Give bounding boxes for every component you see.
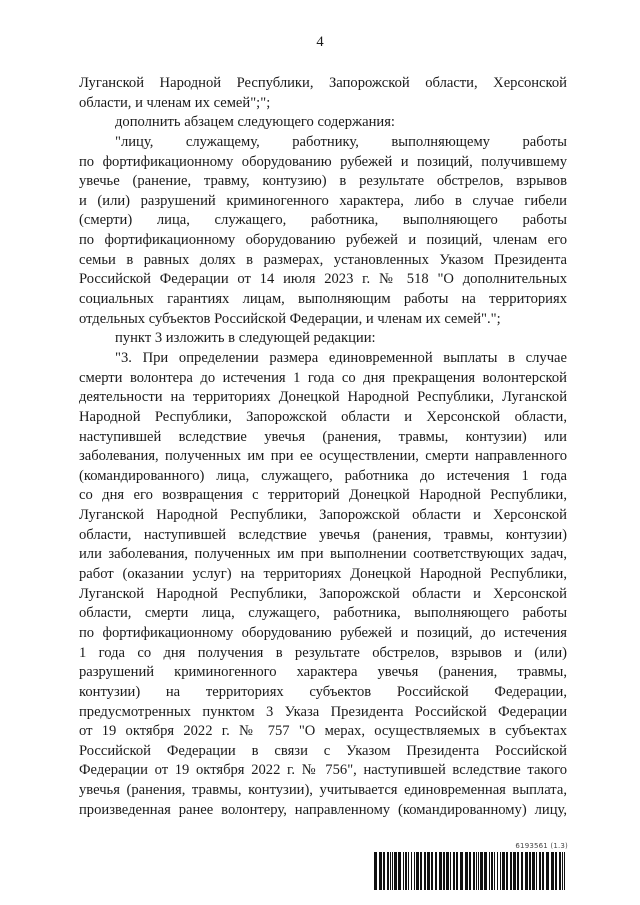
- document-body: [79, 74, 567, 820]
- text-line: семьи в равных долях в размерах, установленных Указом Президента: [79, 251, 567, 268]
- text-line: Луганской Народной Республики, Запорожской области и Херсонской: [79, 585, 567, 602]
- text-line: заболевания, полученных им при ее осуществлении, смерти направленного: [79, 448, 567, 465]
- barcode-caption: 6193561 (1.3): [515, 842, 568, 850]
- text-line: дополнить абзацем следующего содержания:: [115, 114, 395, 131]
- text-line: увечье (ранение, травму, контузию) в результате обстрелов, взрывов: [79, 173, 567, 190]
- text-line: "3. При определении размера единовременной выплаты в случае: [115, 349, 567, 366]
- text-line: увечья (ранения, травмы, контузии), учитывается единовременная выплата,: [79, 782, 567, 799]
- page-number: 4: [316, 34, 324, 50]
- text-line: 1 года со дня получения в результате обстрелов, взрывов и (или): [79, 644, 567, 661]
- text-line: "лицу, служащему, работнику, выполняющему работы: [115, 133, 567, 150]
- text-line: деятельности на территориях Донецкой Народной Республики, Луганской: [79, 389, 567, 406]
- text-line: по фортификационному оборудованию рубежей и позиций, членам его: [79, 232, 567, 249]
- text-line: (смерти) лица, служащего, работника, выполняющего работы: [79, 212, 567, 229]
- text-line: Федерации от 19 октября 2022 г. № 756", наступившей вследствие такого: [79, 762, 567, 779]
- barcode-image: [374, 852, 568, 890]
- text-line: Луганской Народной Республики, Запорожской области, Херсонской: [79, 75, 567, 91]
- text-line: (командированного) лица, служащего, работника до истечения 1 года: [79, 467, 567, 484]
- text-line: разрушений криминогенного характера увечья (ранения, травмы,: [79, 664, 567, 681]
- text-line: по фортификационному оборудованию рубежей и позиций, получившему: [79, 153, 567, 170]
- text-line: предусмотренных пунктом 3 Указа Президента Российской Федерации: [79, 703, 567, 720]
- text-line: произведенная ранее волонтеру, направленному (командированному) лицу,: [79, 801, 567, 818]
- text-line: отдельных субъектов Российской Федерации, и членам их семей".";: [79, 310, 501, 327]
- text-line: Народной Республики, Запорожской области и Херсонской области,: [79, 408, 567, 425]
- text-line: со дня его возвращения с территорий Донецкой Народной Республики,: [79, 487, 567, 504]
- text-line: Луганской Народной Республики, Запорожской области и Херсонской: [79, 507, 567, 524]
- text-line: и (или) разрушений криминогенного характера, либо в случае гибели: [79, 192, 567, 209]
- text-line: контузии) на территориях субъектов Российской Федерации,: [79, 683, 567, 700]
- text-line: области, наступившей вследствие увечья (ранения, травмы, контузии): [79, 526, 567, 543]
- text-line: работ (оказании услуг) на территориях Донецкой Народной Республики,: [79, 566, 567, 583]
- barcode-block: [374, 842, 568, 890]
- text-line: области, смерти лица, служащего, работника, выполняющего работы: [79, 605, 567, 622]
- text-line: Российской Федерации в связи с Указом Президента Российской: [79, 742, 567, 759]
- text-line: от 19 октября 2022 г. № 757 "О мерах, осуществляемых в субъектах: [79, 723, 567, 740]
- text-line: пункт 3 изложить в следующей редакции:: [115, 330, 376, 347]
- text-line: Российской Федерации от 14 июля 2023 г. № 518 "О дополнительных: [79, 271, 567, 288]
- text-line: по фортификационному оборудованию рубежей и позиций, до истечения: [79, 624, 567, 641]
- text-line: наступившей вследствие увечья (ранения, травмы, контузии) или: [79, 428, 567, 445]
- text-line: или заболевания, полученных им при выполнении соответствующих задач,: [79, 546, 567, 563]
- text-line: социальных гарантиях лицам, выполняющим работы на территориях: [79, 291, 567, 308]
- text-line: смерти волонтера до истечения 1 года со дня прекращения волонтерской: [79, 369, 567, 386]
- text-line: области, и членам их семей";";: [79, 94, 271, 111]
